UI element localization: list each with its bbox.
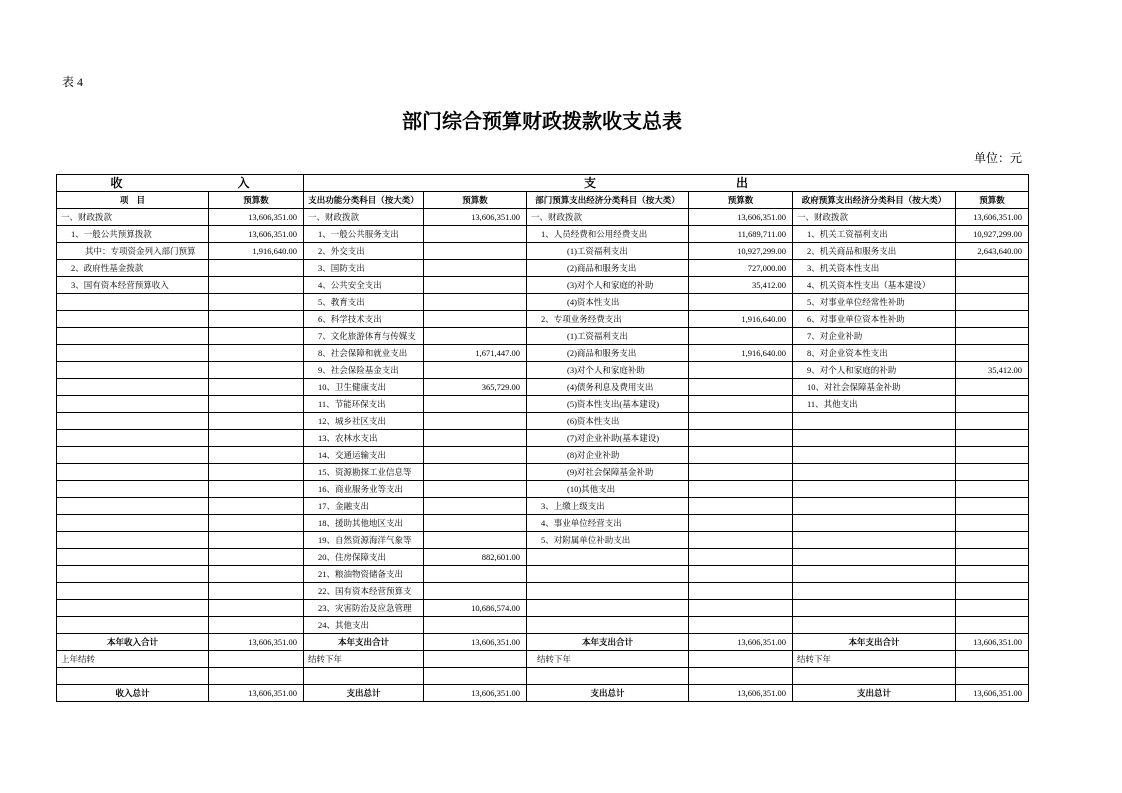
dept-economic-category-cell — [527, 549, 689, 566]
gov-economic-carry-forward-label: 结转下年 — [793, 651, 956, 668]
table-row — [57, 413, 1029, 430]
dept-economic-category-cell: (7)对企业补助(基本建设) — [527, 430, 689, 447]
gov-economic-category-cell: 3、机关资本性支出 — [793, 260, 956, 277]
dept-economic-year-total-amount: 13,606,351.00 — [689, 634, 793, 651]
dept-economic-amount-cell — [689, 294, 793, 311]
gov-economic-category-cell: 4、机关资本性支出（基本建设） — [793, 277, 956, 294]
unit-label: 单位：元 — [973, 151, 1022, 165]
function-amount-cell: 13,606,351.00 — [424, 209, 527, 226]
gov-economic-amount-cell — [956, 481, 1029, 498]
expense-group-char: 支 — [584, 176, 597, 190]
function-amount-cell — [424, 226, 527, 243]
function-category-cell: 3、国防支出 — [304, 260, 424, 277]
dept-economic-category-cell: (9)对社会保障基金补助 — [527, 464, 689, 481]
income-amount-cell — [209, 413, 304, 430]
income-group-header — [57, 175, 304, 192]
gov-economic-carry-forward-amount — [956, 651, 1029, 668]
gov-economic-category-cell — [793, 481, 956, 498]
function-category-cell: 23、灾害防治及应急管理 — [304, 600, 424, 617]
income-item-cell: 2、政府性基金拨款 — [57, 260, 209, 277]
gov-economic-category-cell — [793, 583, 956, 600]
income-item-cell — [57, 583, 209, 600]
dept-economic-category-cell: (1)工资福利支出 — [527, 243, 689, 260]
table-summary — [57, 634, 1029, 702]
income-grand-total-amount: 13,606,351.00 — [209, 685, 304, 702]
income-item-cell — [57, 481, 209, 498]
table-row — [57, 498, 1029, 515]
function-amount-cell — [424, 532, 527, 549]
dept-economic-amount-cell: 35,412.00 — [689, 277, 793, 294]
table-row — [57, 243, 1029, 260]
blank-cell — [209, 668, 304, 685]
gov-economic-category-cell — [793, 430, 956, 447]
gov-economic-amount-cell — [956, 583, 1029, 600]
gov-economic-amount-cell — [956, 345, 1029, 362]
prior-year-carryover-label: 上年结转 — [57, 651, 209, 668]
income-amount-cell — [209, 481, 304, 498]
gov-economic-amount-cell — [956, 515, 1029, 532]
function-category-cell: 16、商业服务业等支出 — [304, 481, 424, 498]
dept-economic-category-cell — [527, 566, 689, 583]
table-row — [57, 226, 1029, 243]
income-item-cell — [57, 430, 209, 447]
income-amount-cell — [209, 583, 304, 600]
income-item-cell — [57, 396, 209, 413]
table-row — [57, 583, 1029, 600]
income-item-cell: 1、一般公共预算拨款 — [57, 226, 209, 243]
income-amount-cell — [209, 345, 304, 362]
blank-cell — [424, 668, 527, 685]
gov-economic-amount-cell — [956, 447, 1029, 464]
income-item-cell — [57, 345, 209, 362]
income-amount-cell — [209, 566, 304, 583]
gov-economic-amount-cell — [956, 498, 1029, 515]
dept-economic-category-cell: (4)资本性支出 — [527, 294, 689, 311]
function-amount-cell — [424, 515, 527, 532]
gov-economic-amount-cell — [956, 294, 1029, 311]
gov-economic-amount-cell — [956, 311, 1029, 328]
income-amount-cell — [209, 600, 304, 617]
function-amount-cell — [424, 430, 527, 447]
carryover-row — [57, 651, 1029, 668]
column-header-function-amount: 预算数 — [424, 192, 527, 209]
gov-economic-category-cell — [793, 498, 956, 515]
column-header-function-category: 支出功能分类科目（按大类） — [304, 192, 424, 209]
grand-total-row — [57, 685, 1029, 702]
gov-economic-category-cell: 6、对事业单位资本性补助 — [793, 311, 956, 328]
column-header-row — [57, 192, 1029, 209]
dept-economic-amount-cell — [689, 617, 793, 634]
gov-economic-amount-cell — [956, 430, 1029, 447]
dept-economic-category-cell: 4、事业单位经营支出 — [527, 515, 689, 532]
dept-economic-grand-total-label: 支出总计 — [527, 685, 689, 702]
blank-cell — [304, 668, 424, 685]
column-header-gov-economic-amount: 预算数 — [956, 192, 1029, 209]
function-year-total-amount: 13,606,351.00 — [424, 634, 527, 651]
function-category-cell: 一、财政拨款 — [304, 209, 424, 226]
blank-cell — [689, 668, 793, 685]
function-category-cell: 4、公共安全支出 — [304, 277, 424, 294]
dept-economic-category-cell: (2)商品和服务支出 — [527, 260, 689, 277]
function-category-cell: 24、其他支出 — [304, 617, 424, 634]
table-row — [57, 379, 1029, 396]
table-row — [57, 209, 1029, 226]
gov-economic-amount-cell — [956, 413, 1029, 430]
table-row — [57, 277, 1029, 294]
gov-economic-grand-total-label: 支出总计 — [793, 685, 956, 702]
dept-economic-amount-cell: 727,000.00 — [689, 260, 793, 277]
function-category-cell: 10、卫生健康支出 — [304, 379, 424, 396]
gov-economic-amount-cell — [956, 600, 1029, 617]
function-category-cell: 22、国有资本经营预算支 — [304, 583, 424, 600]
gov-economic-category-cell — [793, 532, 956, 549]
dept-economic-amount-cell — [689, 583, 793, 600]
income-amount-cell: 13,606,351.00 — [209, 209, 304, 226]
table-row — [57, 532, 1029, 549]
table-row — [57, 430, 1029, 447]
gov-economic-category-cell: 11、其他支出 — [793, 396, 956, 413]
table-row — [57, 345, 1029, 362]
dept-economic-category-cell: 1、人员经费和公用经费支出 — [527, 226, 689, 243]
dept-economic-amount-cell — [689, 498, 793, 515]
table-row — [57, 549, 1029, 566]
dept-economic-amount-cell — [689, 362, 793, 379]
table-row — [57, 447, 1029, 464]
income-year-total-amount: 13,606,351.00 — [209, 634, 304, 651]
function-amount-cell: 1,671,447.00 — [424, 345, 527, 362]
dept-economic-amount-cell — [689, 600, 793, 617]
income-amount-cell — [209, 311, 304, 328]
function-carry-forward-label: 结转下年 — [304, 651, 424, 668]
function-carry-forward-amount — [424, 651, 527, 668]
dept-economic-amount-cell: 13,606,351.00 — [689, 209, 793, 226]
blank-cell — [527, 668, 689, 685]
income-grand-total-label: 收入总计 — [57, 685, 209, 702]
expense-group-header — [304, 175, 1029, 192]
dept-economic-category-cell: (6)资本性支出 — [527, 413, 689, 430]
function-grand-total-amount: 13,606,351.00 — [424, 685, 527, 702]
dept-economic-amount-cell — [689, 447, 793, 464]
table-row — [57, 311, 1029, 328]
gov-economic-amount-cell — [956, 464, 1029, 481]
income-year-total-label: 本年收入合计 — [57, 634, 209, 651]
function-year-total-label: 本年支出合计 — [304, 634, 424, 651]
income-item-cell — [57, 447, 209, 464]
expense-group-char: 出 — [736, 176, 749, 190]
function-category-cell: 15、资源勘探工业信息等 — [304, 464, 424, 481]
function-amount-cell — [424, 243, 527, 260]
gov-economic-amount-cell — [956, 396, 1029, 413]
function-category-cell: 19、自然资源海洋气象等 — [304, 532, 424, 549]
dept-economic-category-cell: (8)对企业补助 — [527, 447, 689, 464]
income-amount-cell — [209, 260, 304, 277]
income-item-cell — [57, 328, 209, 345]
income-amount-cell: 13,606,351.00 — [209, 226, 304, 243]
table-row — [57, 566, 1029, 583]
dept-economic-amount-cell — [689, 379, 793, 396]
table-row — [57, 294, 1029, 311]
gov-economic-amount-cell: 35,412.00 — [956, 362, 1029, 379]
income-item-cell — [57, 600, 209, 617]
column-header-dept-economic-category: 部门预算支出经济分类科目（按大类） — [527, 192, 689, 209]
gov-economic-amount-cell — [956, 379, 1029, 396]
dept-economic-amount-cell: 1,916,640.00 — [689, 311, 793, 328]
gov-economic-category-cell: 1、机关工资福利支出 — [793, 226, 956, 243]
income-item-cell — [57, 515, 209, 532]
gov-economic-amount-cell — [956, 549, 1029, 566]
dept-economic-category-cell: 一、财政拨款 — [527, 209, 689, 226]
function-amount-cell — [424, 362, 527, 379]
column-header-dept-economic-amount: 预算数 — [689, 192, 793, 209]
income-item-cell — [57, 362, 209, 379]
gov-economic-amount-cell — [956, 532, 1029, 549]
function-amount-cell — [424, 617, 527, 634]
gov-economic-category-cell: 9、对个人和家庭的补助 — [793, 362, 956, 379]
dept-economic-amount-cell — [689, 413, 793, 430]
function-category-cell: 20、住房保障支出 — [304, 549, 424, 566]
table-row — [57, 362, 1029, 379]
blank-cell — [793, 668, 956, 685]
function-amount-cell — [424, 464, 527, 481]
dept-economic-amount-cell: 1,916,640.00 — [689, 345, 793, 362]
budget-table — [56, 174, 1029, 702]
gov-economic-category-cell: 7、对企业补助 — [793, 328, 956, 345]
income-amount-cell — [209, 396, 304, 413]
table-body — [57, 209, 1029, 634]
income-item-cell — [57, 311, 209, 328]
year-total-row — [57, 634, 1029, 651]
gov-economic-year-total-amount: 13,606,351.00 — [956, 634, 1029, 651]
blank-cell — [57, 668, 209, 685]
income-amount-cell — [209, 328, 304, 345]
dept-economic-amount-cell: 11,689,711.00 — [689, 226, 793, 243]
dept-economic-amount-cell: 10,927,299.00 — [689, 243, 793, 260]
dept-economic-category-cell — [527, 583, 689, 600]
dept-economic-amount-cell — [689, 464, 793, 481]
function-category-cell: 13、农林水支出 — [304, 430, 424, 447]
table-row — [57, 515, 1029, 532]
income-amount-cell — [209, 379, 304, 396]
function-category-cell: 17、金融支出 — [304, 498, 424, 515]
function-amount-cell: 365,729.00 — [424, 379, 527, 396]
function-amount-cell: 882,601.00 — [424, 549, 527, 566]
table-row — [57, 617, 1029, 634]
function-category-cell: 9、社会保险基金支出 — [304, 362, 424, 379]
dept-economic-category-cell: 2、专项业务经费支出 — [527, 311, 689, 328]
dept-economic-carry-forward-amount — [689, 651, 793, 668]
column-header-gov-economic-category: 政府预算支出经济分类科目（按大类） — [793, 192, 956, 209]
table-row — [57, 481, 1029, 498]
table-header — [57, 175, 1029, 209]
dept-economic-amount-cell — [689, 566, 793, 583]
income-amount-cell — [209, 447, 304, 464]
function-category-cell: 5、教育支出 — [304, 294, 424, 311]
gov-economic-category-cell: 一、财政拨款 — [793, 209, 956, 226]
gov-economic-category-cell: 5、对事业单位经常性补助 — [793, 294, 956, 311]
income-item-cell — [57, 498, 209, 515]
function-category-cell: 21、粮油物资储备支出 — [304, 566, 424, 583]
dept-economic-category-cell — [527, 617, 689, 634]
dept-economic-category-cell: 3、上缴上级支出 — [527, 498, 689, 515]
function-category-cell: 12、城乡社区支出 — [304, 413, 424, 430]
table-row — [57, 600, 1029, 617]
column-header-item: 项 目 — [57, 192, 209, 209]
dept-economic-category-cell: 5、对附属单位补助支出 — [527, 532, 689, 549]
function-amount-cell — [424, 311, 527, 328]
blank-row — [57, 668, 1029, 685]
gov-economic-amount-cell — [956, 566, 1029, 583]
income-amount-cell — [209, 549, 304, 566]
function-category-cell: 7、文化旅游体育与传媒支 — [304, 328, 424, 345]
gov-economic-amount-cell: 10,927,299.00 — [956, 226, 1029, 243]
income-item-cell — [57, 617, 209, 634]
dept-economic-category-cell: (1)工资福利支出 — [527, 328, 689, 345]
income-amount-cell — [209, 617, 304, 634]
table-row — [57, 260, 1029, 277]
income-amount-cell — [209, 498, 304, 515]
income-amount-cell — [209, 362, 304, 379]
table-row — [57, 464, 1029, 481]
gov-economic-amount-cell: 13,606,351.00 — [956, 209, 1029, 226]
gov-economic-category-cell — [793, 464, 956, 481]
income-group-label — [57, 176, 303, 190]
income-amount-cell — [209, 294, 304, 311]
gov-economic-category-cell — [793, 447, 956, 464]
gov-economic-category-cell — [793, 413, 956, 430]
function-amount-cell: 10,686,574.00 — [424, 600, 527, 617]
gov-economic-category-cell: 10、对社会保障基金补助 — [793, 379, 956, 396]
gov-economic-amount-cell — [956, 617, 1029, 634]
gov-economic-category-cell — [793, 617, 956, 634]
dept-economic-category-cell: (10)其他支出 — [527, 481, 689, 498]
gov-economic-category-cell — [793, 549, 956, 566]
income-amount-cell — [209, 430, 304, 447]
page-title: 部门综合预算财政拨款收支总表 — [402, 111, 682, 133]
document-label: 表 4 — [62, 75, 84, 89]
income-amount-cell — [209, 464, 304, 481]
column-header-income-amount: 预算数 — [209, 192, 304, 209]
dept-economic-carry-forward-label: 结转下年 — [527, 651, 689, 668]
function-category-cell: 6、科学技术支出 — [304, 311, 424, 328]
expense-group-label — [304, 176, 1028, 190]
income-amount-cell — [209, 532, 304, 549]
income-group-char: 入 — [237, 176, 250, 190]
dept-economic-amount-cell — [689, 396, 793, 413]
dept-economic-amount-cell — [689, 532, 793, 549]
function-amount-cell — [424, 498, 527, 515]
function-amount-cell — [424, 481, 527, 498]
function-category-cell: 11、节能环保支出 — [304, 396, 424, 413]
function-category-cell: 1、一般公共服务支出 — [304, 226, 424, 243]
income-item-cell — [57, 294, 209, 311]
gov-economic-category-cell — [793, 600, 956, 617]
function-amount-cell — [424, 396, 527, 413]
income-item-cell — [57, 464, 209, 481]
table-row — [57, 328, 1029, 345]
dept-economic-grand-total-amount: 13,606,351.00 — [689, 685, 793, 702]
income-item-cell — [57, 532, 209, 549]
income-amount-cell — [209, 515, 304, 532]
dept-economic-category-cell: (3)对个人和家庭的补助 — [527, 277, 689, 294]
dept-economic-amount-cell — [689, 515, 793, 532]
gov-economic-category-cell: 8、对企业资本性支出 — [793, 345, 956, 362]
gov-economic-amount-cell — [956, 260, 1029, 277]
function-amount-cell — [424, 277, 527, 294]
group-header-row — [57, 175, 1029, 192]
gov-economic-year-total-label: 本年支出合计 — [793, 634, 956, 651]
table-row — [57, 396, 1029, 413]
dept-economic-amount-cell — [689, 481, 793, 498]
income-group-char: 收 — [110, 176, 123, 190]
function-category-cell: 2、外交支出 — [304, 243, 424, 260]
function-amount-cell — [424, 260, 527, 277]
income-amount-cell — [209, 277, 304, 294]
dept-economic-amount-cell — [689, 549, 793, 566]
dept-economic-category-cell — [527, 600, 689, 617]
income-item-cell — [57, 549, 209, 566]
function-category-cell: 14、交通运输支出 — [304, 447, 424, 464]
function-amount-cell — [424, 447, 527, 464]
blank-cell — [956, 668, 1029, 685]
function-amount-cell — [424, 583, 527, 600]
gov-economic-amount-cell: 2,643,640.00 — [956, 243, 1029, 260]
gov-economic-grand-total-amount: 13,606,351.00 — [956, 685, 1029, 702]
income-item-cell: 一、财政拨款 — [57, 209, 209, 226]
dept-economic-amount-cell — [689, 328, 793, 345]
gov-economic-category-cell — [793, 515, 956, 532]
function-category-cell: 18、援助其他地区支出 — [304, 515, 424, 532]
income-item-cell — [57, 379, 209, 396]
income-item-cell — [57, 413, 209, 430]
gov-economic-category-cell: 2、机关商品和服务支出 — [793, 243, 956, 260]
function-amount-cell — [424, 566, 527, 583]
function-amount-cell — [424, 413, 527, 430]
dept-economic-year-total-label: 本年支出合计 — [527, 634, 689, 651]
gov-economic-category-cell — [793, 566, 956, 583]
income-item-cell: 3、国有资本经营预算收入 — [57, 277, 209, 294]
dept-economic-category-cell: (4)债务利息及费用支出 — [527, 379, 689, 396]
gov-economic-amount-cell — [956, 277, 1029, 294]
dept-economic-category-cell: (5)资本性支出(基本建设) — [527, 396, 689, 413]
function-amount-cell — [424, 294, 527, 311]
dept-economic-category-cell: (3)对个人和家庭补助 — [527, 362, 689, 379]
dept-economic-amount-cell — [689, 430, 793, 447]
function-grand-total-label: 支出总计 — [304, 685, 424, 702]
income-item-cell — [57, 566, 209, 583]
gov-economic-amount-cell — [956, 328, 1029, 345]
function-amount-cell — [424, 328, 527, 345]
income-amount-cell: 1,916,640.00 — [209, 243, 304, 260]
income-item-cell: 其中：专项资金列入部门预算 — [57, 243, 209, 260]
dept-economic-category-cell: (2)商品和服务支出 — [527, 345, 689, 362]
prior-year-carryover-amount — [209, 651, 304, 668]
function-category-cell: 8、社会保障和就业支出 — [304, 345, 424, 362]
